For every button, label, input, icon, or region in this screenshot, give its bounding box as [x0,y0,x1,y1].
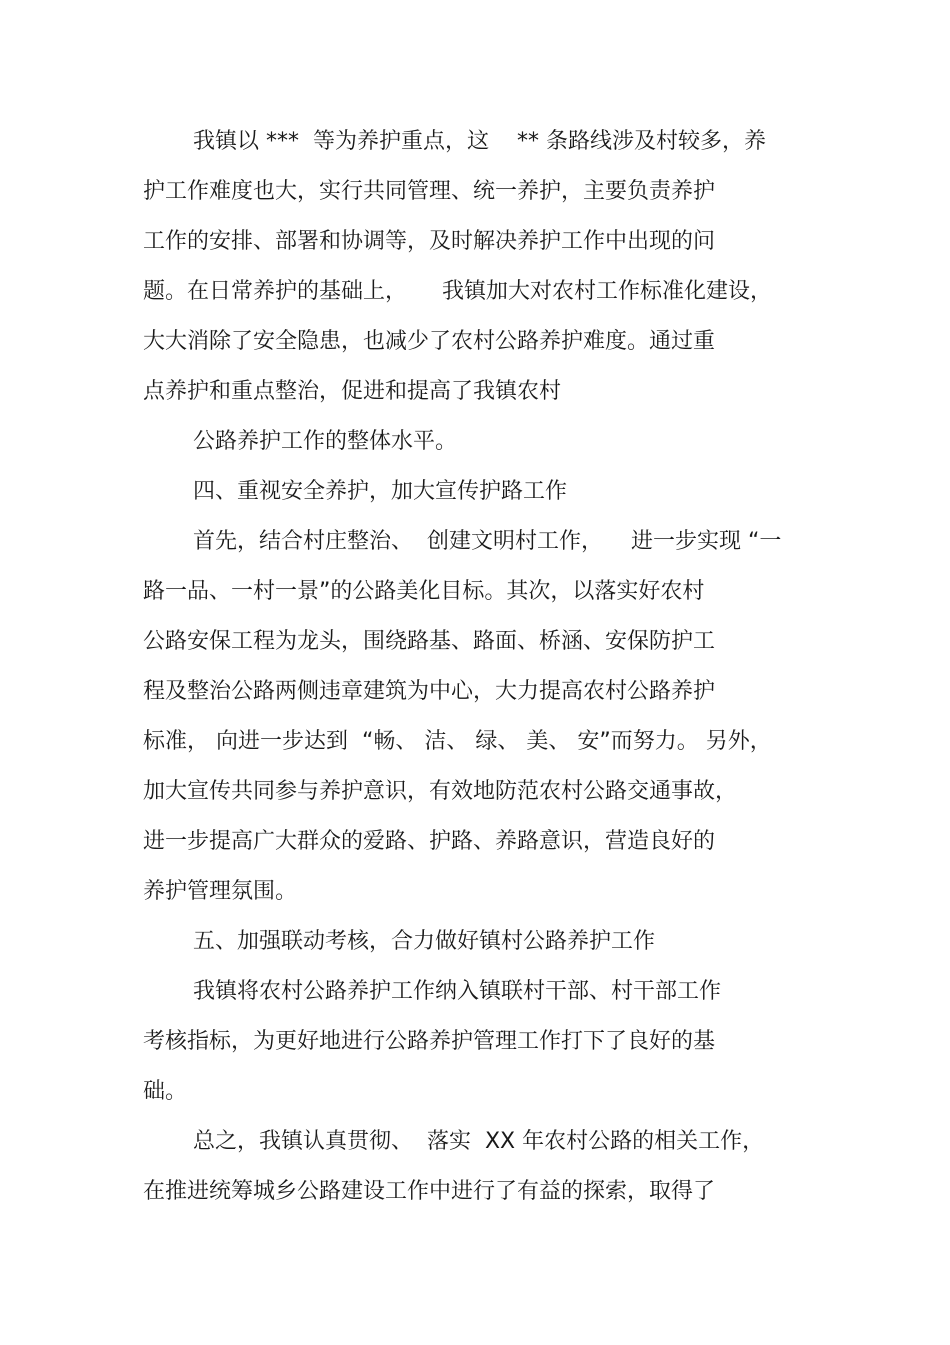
text-line: 我镇将农村公路养护工作纳入镇联村干部、村干部工作 [193,979,722,1004]
text-line: 标准， 向进一步达到 “畅、 洁、 绿、 美、 安”而努力。 另外， [143,729,772,754]
text-line: 养护管理氛围。 [143,879,298,904]
text-line: 在推进统筹城乡公路建设工作中进行了有益的探索，取得了 [143,1179,716,1204]
text-line: 工作的安排、部署和协调等，及时解决养护工作中出现的问 [143,229,716,254]
section-heading: 五、加强联动考核，合力做好镇村公路养护工作 [193,929,656,954]
text-line: 护工作难度也大，实行共同管理、统一养护，主要负责养护 [143,179,716,204]
text-line: 首先，结合村庄整治、 创建文明村工作， 进一步实现 “一 [193,529,782,554]
text-line: 考核指标，为更好地进行公路养护管理工作打下了良好的基 [143,1029,716,1054]
text-line: 大大消除了安全隐患，也减少了农村公路养护难度。通过重 [143,329,716,354]
section-heading: 四、重视安全养护，加大宣传护路工作 [193,479,568,504]
text-line: 公路养护工作的整体水平。 [193,429,458,454]
text-line: 总之，我镇认真贯彻、 落实 XX 年农村公路的相关工作， [193,1129,765,1154]
text-line: 点养护和重点整治，促进和提高了我镇农村 [143,379,562,404]
text-line: 题。在日常养护的基础上， 我镇加大对农村工作标准化建设， [143,279,772,304]
text-line: 础。 [143,1079,188,1104]
text-line: 进一步提高广大群众的爱路、护路、养路意识，营造良好的 [143,829,716,854]
text-line: 公路安保工程为龙头，围绕路基、路面、桥涵、安保防护工 [143,629,716,654]
text-line: 路一品、一村一景”的公路美化目标。其次，以落实好农村 [143,579,705,604]
text-line: 程及整治公路两侧违章建筑为中心，大力提高农村公路养护 [143,679,716,704]
text-line: 我镇以 *** 等为养护重点，这 ** 条路线涉及村较多，养 [193,129,766,154]
text-line: 加大宣传共同参与养护意识，有效地防范农村公路交通事故， [143,779,738,804]
